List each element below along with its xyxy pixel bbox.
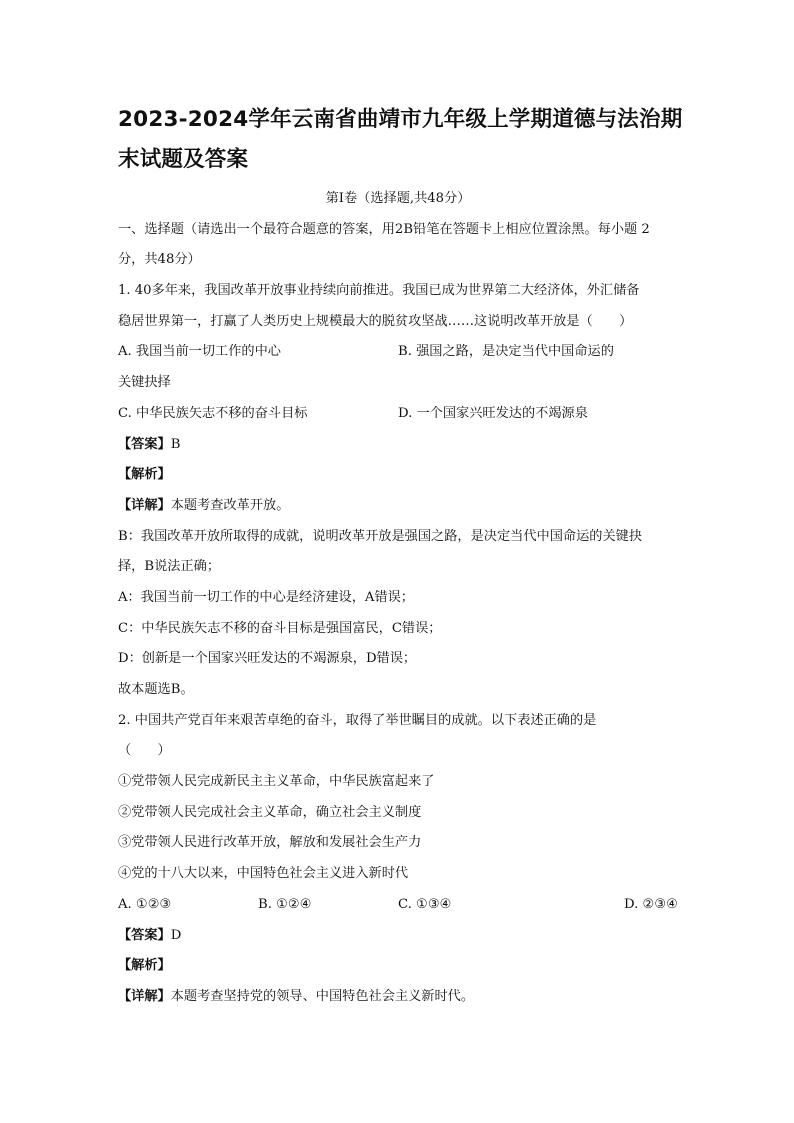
detail-tag: 【详解】 [118,988,171,1004]
option-c: C. ①③④ [398,896,452,912]
statement-3: ③党带领人民进行改革开放，解放和发展社会生产力 [118,835,422,851]
option-a: A. ①②③ [118,896,172,912]
question-1-options-row [118,337,678,368]
document-title: 2023-2024学年云南省曲靖市九年级上学期道德与法治期末试题及答案 [118,107,683,172]
answer-value: D [170,927,182,943]
option-d: D. 一个国家兴旺发达的不竭源泉 [398,405,588,421]
instructions-line: 一、选择题（请选出一个最符合题意的答案，用2B铅笔在答题卡上相应位置涂黑。每小题 2 [118,221,650,237]
question-1-stem: 稳居世界第一，打赢了人类历史上规模最大的脱贫攻坚战……这说明改革开放是（ ） [118,313,633,329]
section-header: 第Ⅰ卷（选择题,共48分） [325,191,471,206]
option-b: B. ①②④ [258,896,312,912]
detail-line [118,491,678,522]
statement-4: ④党的十八大以来，中国特色社会主义进入新时代 [118,866,409,882]
option-a: A. 我国当前一切工作的中心 [118,344,281,360]
answer-line [118,921,678,952]
question-2-stem: 2. 中国共产党百年来艰苦卓绝的奋斗，取得了举世瞩目的成就。以下表述正确的是 [118,712,597,728]
statement-2: ②党带领人民完成社会主义革命，确立社会主义制度 [118,804,422,820]
option-b: B. 强国之路，是决定当代中国命运的 [398,344,614,360]
explanation-d: D：创新是一个国家兴旺发达的不竭源泉，D错误； [118,651,417,667]
explanation-c: C：中华民族矢志不移的奋斗目标是强国富民，C错误； [118,620,442,636]
question-1-stem: 1. 40多年来，我国改革开放事业持续向前推进。我国已成为世界第二大经济体，外汇储备 [118,283,640,299]
analysis-tag: 【解析】 [118,958,171,974]
document-body [118,184,678,1013]
answer-line [118,430,678,461]
detail-text: 本题考查改革开放。 [170,497,290,513]
answer-value: B [170,436,181,452]
detail-tag: 【详解】 [118,497,171,513]
detail-text: 本题考查坚持党的领导、中国特色社会主义新时代。 [170,988,475,1004]
conclusion: 故本题选B。 [118,682,194,697]
explanation-b: B：我国改革开放所取得的成就，说明改革开放是强国之路，是决定当代中国命运的关键抉 [118,528,642,544]
explanation-a: A：我国当前一切工作的中心是经济建设，A错误； [118,589,414,605]
answer-tag: 【答案】 [118,927,171,943]
answer-tag: 【答案】 [118,436,171,452]
instructions-line: 分，共48分） [118,252,201,268]
analysis-tag: 【解析】 [118,467,171,483]
question-2-options-row [118,890,678,921]
option-d: D. ②③④ [624,896,678,912]
option-c: C. 中华民族矢志不移的奋斗目标 [118,405,308,421]
question-2-stem: （ ） [118,743,171,759]
option-b-continued: 关键抉择 [118,375,171,391]
statement-1: ①党带领人民完成新民主主义革命，中华民族富起来了 [118,774,435,790]
question-1-options-row [118,399,678,430]
explanation-b-continued: 择，B说法正确； [118,559,221,575]
detail-line [118,982,678,1013]
